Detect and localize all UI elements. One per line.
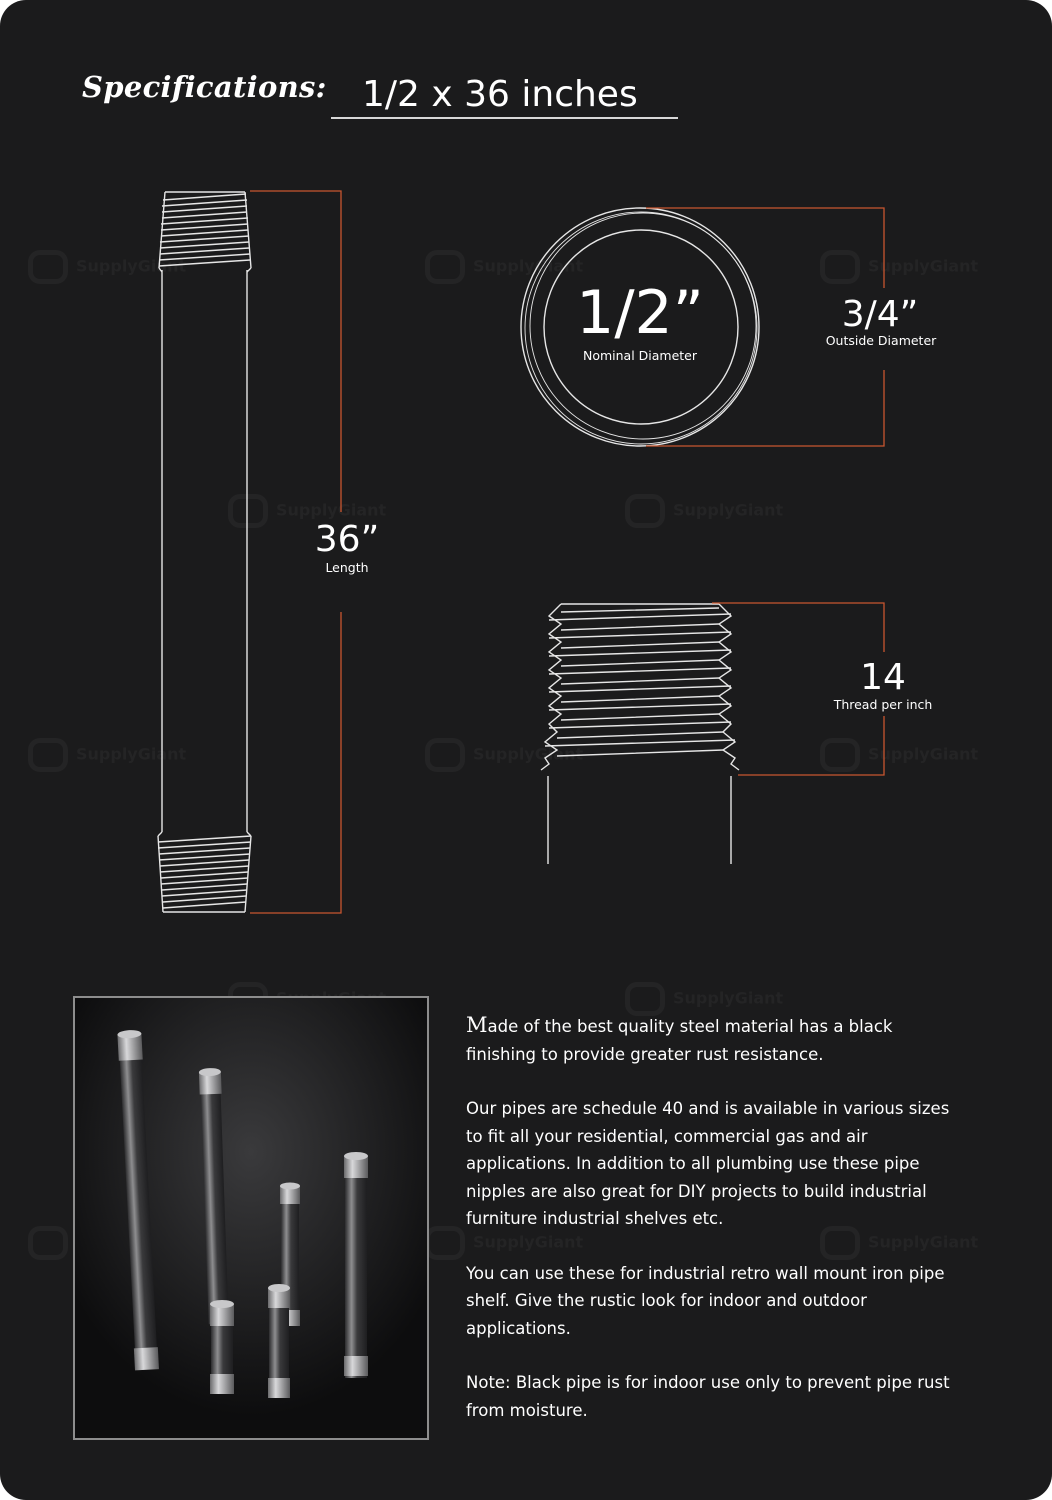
watermark-text: SupplyGiant — [868, 1232, 979, 1252]
watermark-text: SupplyGiant — [673, 988, 784, 1008]
photo-pipe — [344, 1152, 368, 1378]
watermark-text: SupplyGiant — [868, 256, 979, 276]
length-bracket-top — [250, 191, 341, 512]
watermark-text: SupplyGiant — [673, 500, 784, 520]
photo-pipe — [210, 1300, 234, 1394]
pipes-photo-illustration — [75, 998, 427, 1438]
description-dropcap: M — [466, 1013, 488, 1037]
thread-bracket-top — [712, 603, 884, 652]
nominal-diameter-caption: Nominal Diameter — [582, 348, 698, 363]
thread-bracket-bottom — [738, 716, 884, 775]
watermark-text: SupplyGiant — [473, 1232, 584, 1252]
product-photo — [73, 996, 429, 1440]
watermark-text: SupplyGiant — [276, 500, 387, 520]
specifications-value: 1/2 x 36 inches — [362, 74, 638, 115]
description-paragraph: Our pipes are schedule 40 and is available in various sizes to fit all your residential, commercial gas and air applications. In addition to all plumbing use these pipe nipples are also great for DIY projects to build industrial furniture industrial shelves etc. — [466, 1099, 950, 1228]
pipe-top-thread — [159, 192, 251, 272]
thread-detail — [541, 604, 739, 864]
watermark-text: SupplyGiant — [76, 256, 187, 276]
supplygiant-logo-icon — [425, 1226, 465, 1260]
pipe-bottom-thread — [158, 832, 251, 912]
thread-count-caption: Thread per inch — [833, 697, 933, 712]
watermark — [625, 982, 783, 1016]
watermark-text: SupplyGiant — [76, 744, 187, 764]
description-note: Note: Black pipe is for indoor use only to prevent pipe rust from moisture. — [466, 1373, 950, 1420]
length-caption: Length — [325, 560, 369, 575]
outside-bracket-bottom — [646, 370, 884, 446]
nominal-diameter-value: 1/2” — [576, 278, 704, 348]
length-bracket-bottom — [250, 612, 341, 913]
thread-count-value: 14 — [860, 657, 906, 698]
specifications-label: Specifications: — [82, 70, 327, 104]
watermark-text: SupplyGiant — [473, 256, 584, 276]
watermark-text: SupplyGiant — [473, 744, 584, 764]
outside-diameter-value: 3/4” — [841, 294, 919, 335]
description-paragraph — [466, 1012, 966, 1068]
description-text: ade of the best quality steel material has a black finishing to provide greater rust resistance. — [466, 1017, 893, 1064]
product-description — [466, 1012, 966, 1451]
description-paragraph: You can use these for industrial retro wall mount iron pipe shelf. Give the rustic look for indoor and outdoor applications. — [466, 1263, 945, 1338]
photo-pipe — [268, 1284, 290, 1398]
supplygiant-logo-icon — [28, 1226, 68, 1260]
watermark-text: SupplyGiant — [868, 744, 979, 764]
outside-diameter-caption: Outside Diameter — [825, 333, 937, 348]
supplygiant-logo-icon — [625, 982, 665, 1016]
length-value: 36” — [314, 519, 380, 560]
